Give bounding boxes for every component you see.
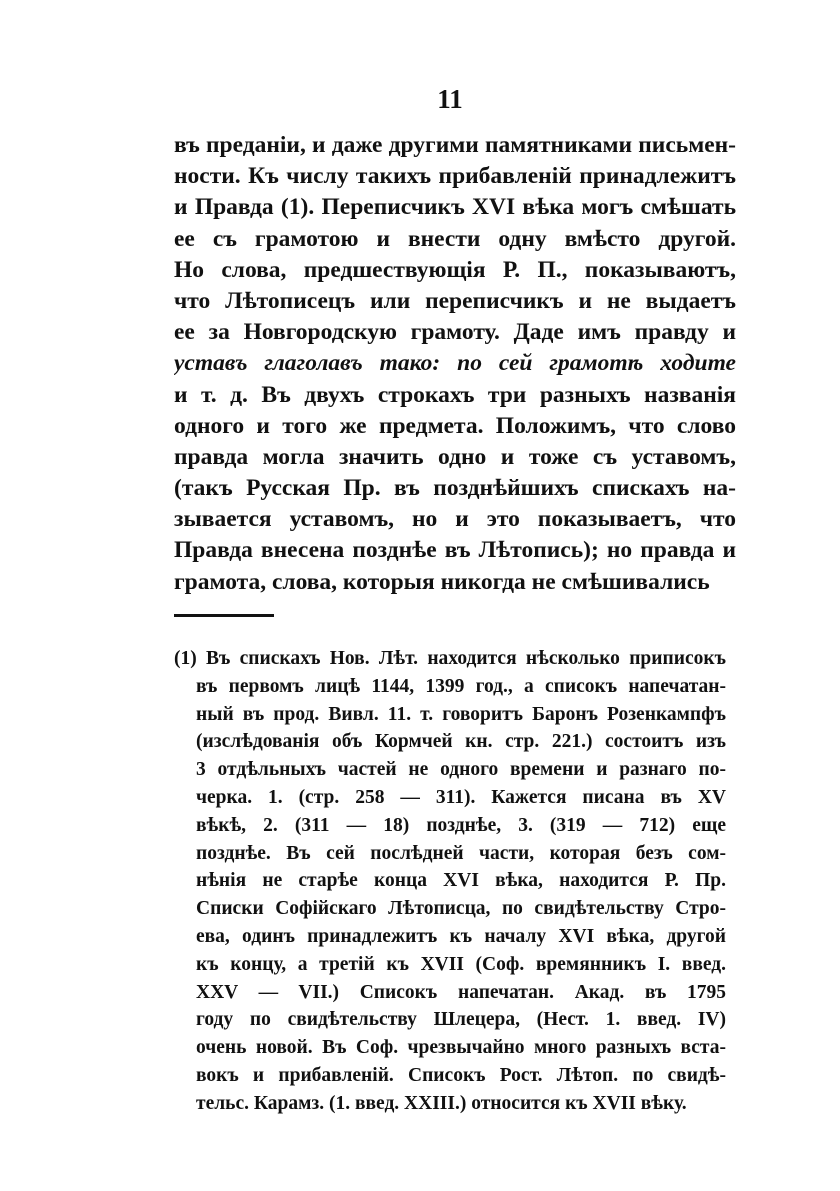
footnote-block [174,645,726,1118]
main-text-line-quote: уставъ глаголавъ тако: по сей грамотѣ ходите [174,350,736,377]
main-text-line: ности. Къ числу такихъ прибавленій принадлежитъ [174,163,736,190]
footnote-line: ный въ прод. Вивл. 11. т. говоритъ Баронъ Розенкампфъ [196,703,726,725]
footnote-line: вѣкѣ, 2. (311 — 18) позднѣе, 3. (319 — 712) еще [196,814,726,836]
main-text-line: ее съ грамотою и внести одну вмѣсто другой. [174,225,736,252]
footnote-line: (изслѣдованія объ Кормчей кн. стр. 221.) состоитъ изъ [196,731,726,753]
main-text-line: Правда внесена позднѣе въ Лѣтопись); но правда и [174,537,736,564]
footnote-line: позднѣе. Въ сей послѣдней части, которая безъ сом- [196,842,726,864]
main-text-line: грамота, слова, которыя никогда не смѣшивались [174,568,710,595]
footnote-line: году по свидѣтельству Шлецера, (Нест. 1. введ. IV) [196,1009,726,1031]
footnote-line: тельс. Карамз. (1. введ. XXIII.) относится къ XVII вѣку. [196,1092,687,1114]
footnote-line: очень новой. Въ Соф. чрезвычайно много разныхъ вста- [196,1037,726,1059]
footnote-line: XXV — VII.) Списокъ напечатан. Акад. въ 1795 [196,981,726,1003]
main-text-block [174,130,736,598]
main-text-line: и т. д. Въ двухъ строкахъ три разныхъ названія [174,381,736,408]
footnote-line: ева, одинъ принадлежитъ къ началу XVI вѣка, другой [196,925,726,947]
footnote-line: въ первомъ лицѣ 1144, 1399 год., а списокъ напечатан- [196,675,726,697]
main-text-line: зывается уставомъ, но и это показываетъ, что [174,506,736,533]
footnote-separator-rule [174,614,274,617]
footnote-line: Списки Софійскаго Лѣтописца, по свидѣтельству Стро- [196,898,726,920]
main-text-line: одного и того же предмета. Положимъ, что слово [174,412,736,439]
page-number: 11 [437,84,463,114]
footnote-line: черка. 1. (стр. 258 — 311). Кажется писана въ XV [196,786,726,808]
footnote-line: 3 отдѣльныхъ частей не одного времени и разнаго по- [196,759,726,781]
footnote-line: вокъ и прибавленій. Списокъ Рост. Лѣтоп. по свидѣ- [196,1064,726,1086]
footnote-line: (1) Въ спискахъ Нов. Лѣт. находится нѣсколько приписокъ [174,648,726,669]
main-text-line: (такъ Русская Пр. въ позднѣйшихъ спискахъ на- [174,475,736,502]
main-text-line: Но слова, предшествующія Р. П., показываютъ, [174,256,736,283]
main-text-line: и Правда (1). Переписчикъ XVI вѣка могъ смѣшать [174,194,736,221]
main-text-line: ее за Новгородскую грамоту. Даде имъ правду и [174,319,736,346]
footnote-line: къ концу, а третій къ XVII (Соф. времянникъ I. введ. [196,953,726,975]
main-text-line: въ преданіи, и даже другими памятниками письмен- [174,132,736,158]
main-text-line: что Лѣтописецъ или переписчикъ и не выдаетъ [174,287,736,314]
footnote-line: нѣнія не старѣе конца XVI вѣка, находится Р. Пр. [196,870,726,892]
main-text-line: правда могла значить одно и тоже съ уставомъ, [174,443,736,470]
